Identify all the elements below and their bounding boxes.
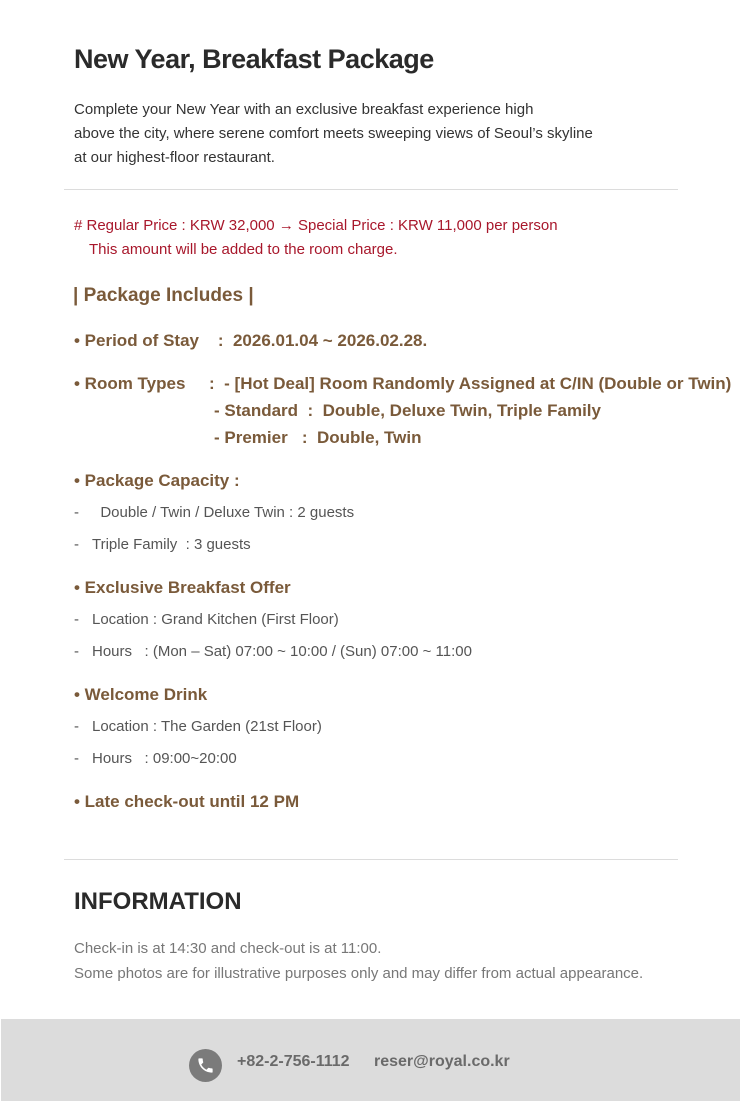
information-line: Some photos are for illustrative purposes only and may differ from actual appearance.	[74, 965, 644, 982]
capacity-item	[74, 504, 354, 521]
information-line: Check-in is at 14:30 and check-out is at 11:00.	[74, 940, 382, 957]
capacity-text: Double / Twin / Deluxe Twin : 2 guests	[92, 504, 355, 521]
intro-line: above the city, where serene comfort meets sweeping views of Seoul’s skyline	[74, 125, 593, 142]
price-note: This amount will be added to the room charge.	[89, 241, 398, 258]
breakfast-heading: • Exclusive Breakfast Offer	[74, 578, 291, 597]
late-checkout: • Late check-out until 12 PM	[74, 792, 300, 811]
information-text	[74, 936, 643, 986]
page-title: New Year, Breakfast Package	[74, 44, 434, 74]
breakfast-text: Hours : (Mon – Sat) 07:00 ~ 10:00 / (Sun) 07:00 ~ 11:00	[92, 643, 472, 660]
divider	[64, 859, 678, 860]
divider	[64, 189, 678, 190]
list-dash: -	[74, 750, 79, 767]
period-of-stay: • Period of Stay : 2026.01.04 ~ 2026.02.28.	[74, 331, 428, 350]
capacity-text: Triple Family : 3 guests	[92, 536, 251, 553]
room-type-premier: - Premier : Double, Twin	[214, 428, 422, 447]
drink-text: Location : The Garden (21st Floor)	[92, 718, 322, 735]
price-notice	[74, 214, 558, 262]
email-link[interactable]: reser@royal.co.kr	[374, 1053, 510, 1070]
capacity-heading: • Package Capacity :	[74, 471, 240, 490]
breakfast-item	[74, 611, 339, 628]
list-dash: -	[74, 611, 79, 628]
breakfast-item	[74, 643, 472, 660]
intro-text	[74, 98, 674, 170]
intro-line: Complete your New Year with an exclusive breakfast experience high	[74, 101, 534, 118]
intro-line: at our highest-floor restaurant.	[74, 149, 275, 166]
welcome-drink-heading: • Welcome Drink	[74, 685, 208, 704]
list-dash: -	[74, 718, 79, 735]
list-dash: -	[74, 643, 79, 660]
drink-text: Hours : 09:00~20:00	[92, 750, 237, 767]
package-includes-label: | Package Includes |	[73, 285, 254, 306]
breakfast-text: Location : Grand Kitchen (First Floor)	[92, 611, 339, 628]
contact-footer	[1, 1019, 740, 1101]
information-title: INFORMATION	[74, 888, 242, 915]
drink-item	[74, 750, 237, 767]
phone-icon	[189, 1049, 222, 1082]
room-types: • Room Types : - [Hot Deal] Room Randomly Assigned at C/IN (Double or Twin)	[74, 374, 732, 393]
list-dash: -	[74, 536, 79, 553]
phone-glyph	[196, 1056, 215, 1075]
price-line: # Regular Price : KRW 32,000 → Special Price : KRW 11,000 per person	[74, 217, 558, 234]
room-type-standard: - Standard : Double, Deluxe Twin, Triple Family	[214, 401, 601, 420]
list-dash: -	[74, 504, 79, 521]
phone-link[interactable]: +82-2-756-1112	[237, 1053, 350, 1070]
drink-item	[74, 718, 322, 735]
capacity-item	[74, 536, 251, 553]
